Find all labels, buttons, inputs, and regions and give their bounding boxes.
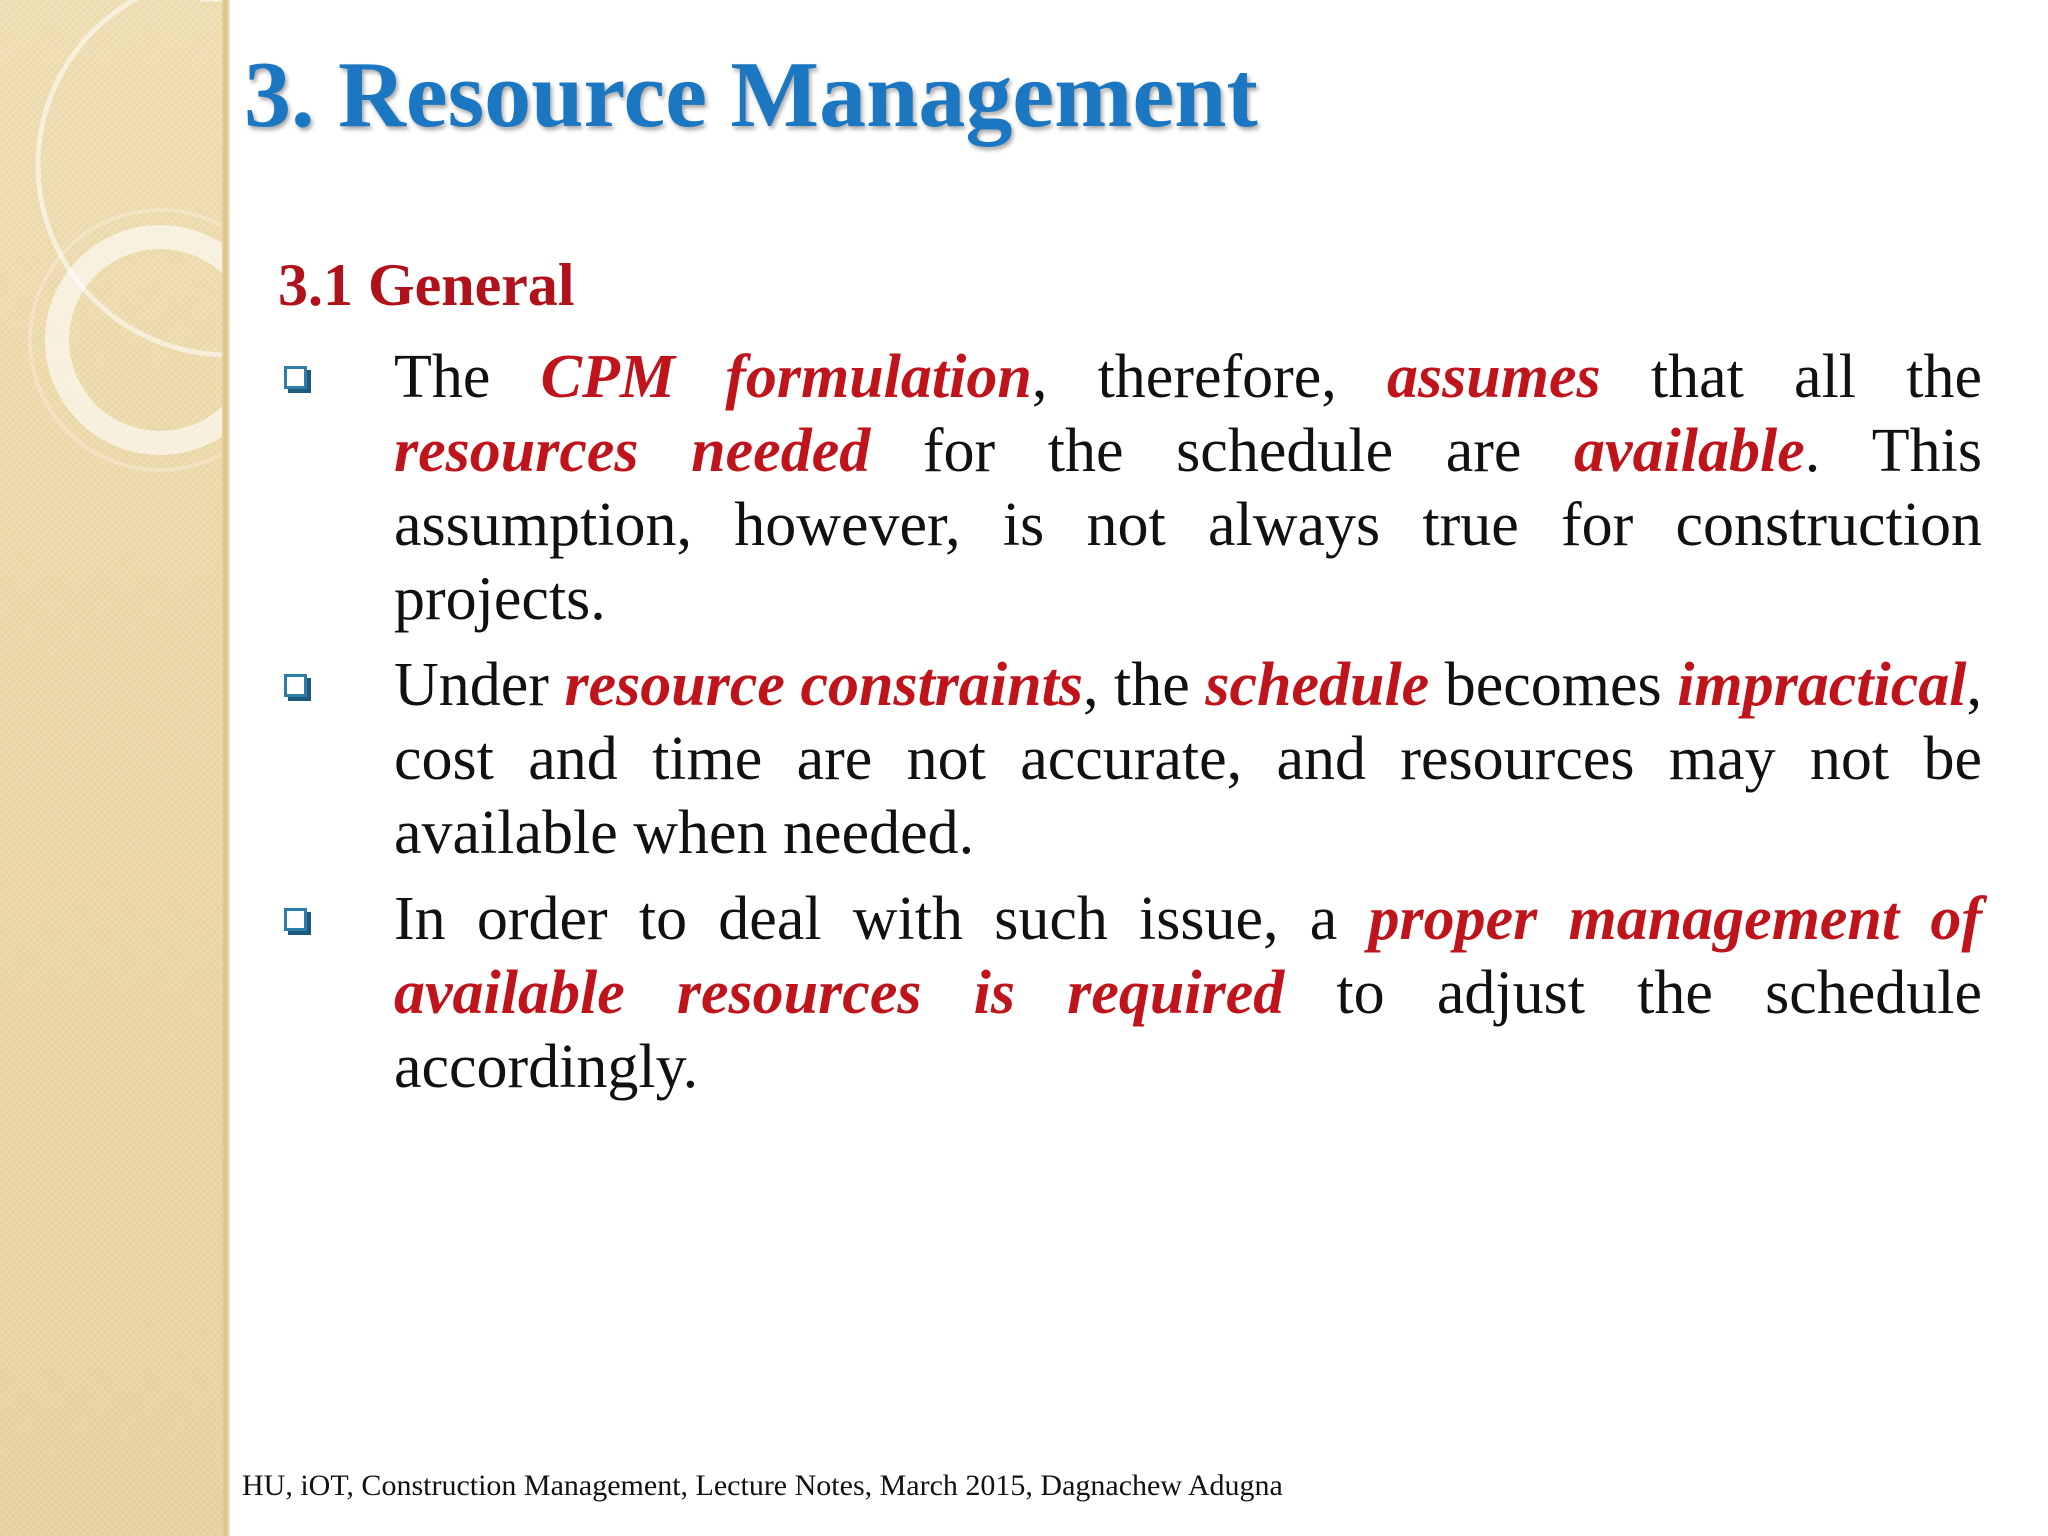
bullet-text [394, 648, 1982, 870]
bullet-segment: , cost and time are not accurate, and resources may not be available when needed. [394, 651, 1982, 867]
bullet-segment: to adjust the schedule accordingly. [394, 959, 1982, 1101]
decorative-rings [0, 0, 228, 1536]
bullet-list [282, 340, 1982, 1116]
left-decorative-band [0, 0, 228, 1536]
bullet-text [394, 340, 1982, 636]
emphasis-segment: CPM formulation [540, 343, 1032, 411]
hollow-square-bullet-icon [284, 366, 307, 389]
bullet-segment: for the schedule are [870, 417, 1575, 485]
bullet-segment: In order to deal with such issue, a [394, 885, 1369, 953]
bullet-item [282, 882, 1982, 1104]
bullet-segment: . This assumption, however, is not always true for construction projects. [394, 417, 1983, 633]
bullet-item [282, 648, 1982, 870]
section-heading: 3.1 General [278, 252, 575, 318]
emphasis-segment: resource constraints [564, 651, 1083, 719]
bullet-item [282, 340, 1982, 636]
decorative-ring-medium [57, 237, 228, 443]
emphasis-segment: available [1574, 417, 1805, 485]
bullet-segment: , the [1083, 651, 1206, 719]
hollow-square-bullet-icon [284, 674, 307, 697]
bullet-segment: The [394, 343, 541, 411]
slide-footer: HU, iOT, Construction Management, Lecture Notes, March 2015, Dagnachew Adugna [242, 1469, 1283, 1502]
emphasis-segment: resources needed [394, 417, 871, 485]
bullet-segment: , therefore, [1031, 343, 1388, 411]
hollow-square-bullet-icon [284, 908, 307, 931]
slide-title: 3. Resource Management [244, 43, 1258, 147]
bullet-segment: that all the [1600, 343, 1982, 411]
emphasis-segment: impractical [1677, 651, 1967, 719]
emphasis-segment: schedule [1205, 651, 1430, 719]
emphasis-segment: assumes [1387, 343, 1601, 411]
emphasis-segment: proper management of available resources is required [394, 885, 1982, 1027]
bullet-text [394, 882, 1982, 1104]
bullet-segment: becomes [1429, 651, 1678, 719]
band-edge [222, 0, 230, 1536]
bullet-segment: Under [394, 651, 565, 719]
